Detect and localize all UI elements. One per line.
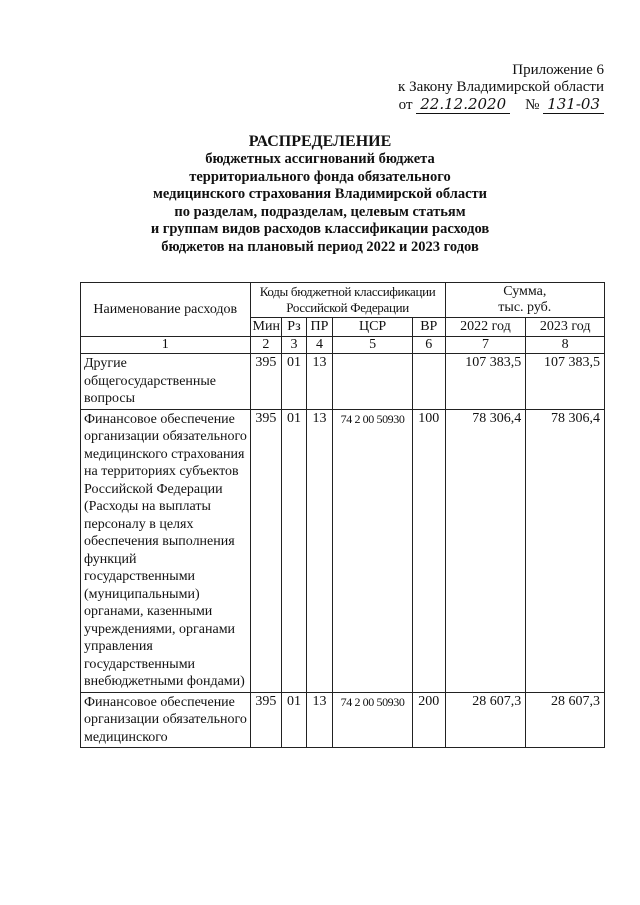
appendix-block [398, 62, 604, 114]
header-sum-line2: тыс. руб. [498, 300, 552, 315]
row-vr: 200 [412, 692, 445, 748]
row-csr: 74 2 00 50930 [333, 409, 413, 692]
row-2023: 28 607,3 [526, 692, 605, 748]
row-vr [412, 354, 445, 410]
table-row [81, 409, 605, 692]
row-name: Финансовое обеспечение организации обязательного медицинского страхования на территориях субъектов Российской Федерации (Расходы на выплаты персоналу в целях обеспечения выполнения функций государственными (муниципальными) органами, казенными учреждениями, органами управления государственными внебюджетными фондами) [81, 409, 251, 692]
header-2023: 2023 год [526, 318, 605, 337]
title-line: медицинского страхования Владимирской области [152, 186, 488, 202]
header-codes: Коды бюджетной классификации Российской Федерации [250, 283, 445, 318]
header-sum-line1: Сумма, [503, 284, 547, 299]
row-csr [333, 354, 413, 410]
row-min: 395 [250, 354, 282, 410]
row-pr: 13 [306, 409, 333, 692]
title-line: территориального фонда обязательного [189, 168, 451, 185]
budget-table [80, 282, 605, 748]
number-label: № [525, 97, 540, 113]
column-index: 5 [333, 337, 413, 354]
law-number: 131-03 [543, 96, 604, 114]
appendix-line1: Приложение 6 [512, 62, 604, 78]
header-sum [445, 283, 604, 318]
row-min: 395 [250, 692, 282, 748]
row-rz: 01 [282, 354, 307, 410]
document-title [0, 132, 640, 256]
title-line: и группам видов расходов классификации расходов [150, 221, 490, 237]
row-2022: 28 607,3 [445, 692, 526, 748]
row-csr: 74 2 00 50930 [333, 692, 413, 748]
header-min: Мин [250, 318, 282, 337]
row-rz: 01 [282, 692, 307, 748]
row-2022: 107 383,5 [445, 354, 526, 410]
title-line: бюджетов на плановый период 2022 и 2023 годов [161, 238, 479, 255]
row-name: Финансовое обеспечение организации обязательного медицинского [81, 692, 251, 748]
row-2023: 78 306,4 [526, 409, 605, 692]
header-vr: ВР [412, 318, 445, 337]
column-index: 4 [306, 337, 333, 354]
header-pr: ПР [306, 318, 333, 337]
column-index: 3 [282, 337, 307, 354]
column-index-row [81, 337, 605, 354]
appendix-date-line [398, 96, 604, 114]
column-index: 1 [81, 337, 251, 354]
column-index: 2 [250, 337, 282, 354]
row-rz: 01 [282, 409, 307, 692]
table-row [81, 354, 605, 410]
appendix-line2: к Закону Владимирской области [398, 79, 604, 95]
title-main: РАСПРЕДЕЛЕНИЕ [248, 133, 392, 150]
column-index: 8 [526, 337, 605, 354]
row-name: Другие общегосударственные вопросы [81, 354, 251, 410]
from-label: от [398, 97, 413, 113]
title-line: по разделам, подразделам, целевым статьям [174, 203, 466, 220]
column-index: 7 [445, 337, 526, 354]
title-line: бюджетных ассигнований бюджета [205, 151, 435, 167]
row-2022: 78 306,4 [445, 409, 526, 692]
row-pr: 13 [306, 354, 333, 410]
column-index: 6 [412, 337, 445, 354]
row-2023: 107 383,5 [526, 354, 605, 410]
header-name: Наименование расходов [81, 283, 251, 337]
row-pr: 13 [306, 692, 333, 748]
row-min: 395 [250, 409, 282, 692]
header-csr: ЦСР [333, 318, 413, 337]
table-row [81, 692, 605, 748]
law-date: 22.12.2020 [416, 96, 510, 114]
row-vr: 100 [412, 409, 445, 692]
header-rz: Рз [282, 318, 307, 337]
header-2022: 2022 год [445, 318, 526, 337]
